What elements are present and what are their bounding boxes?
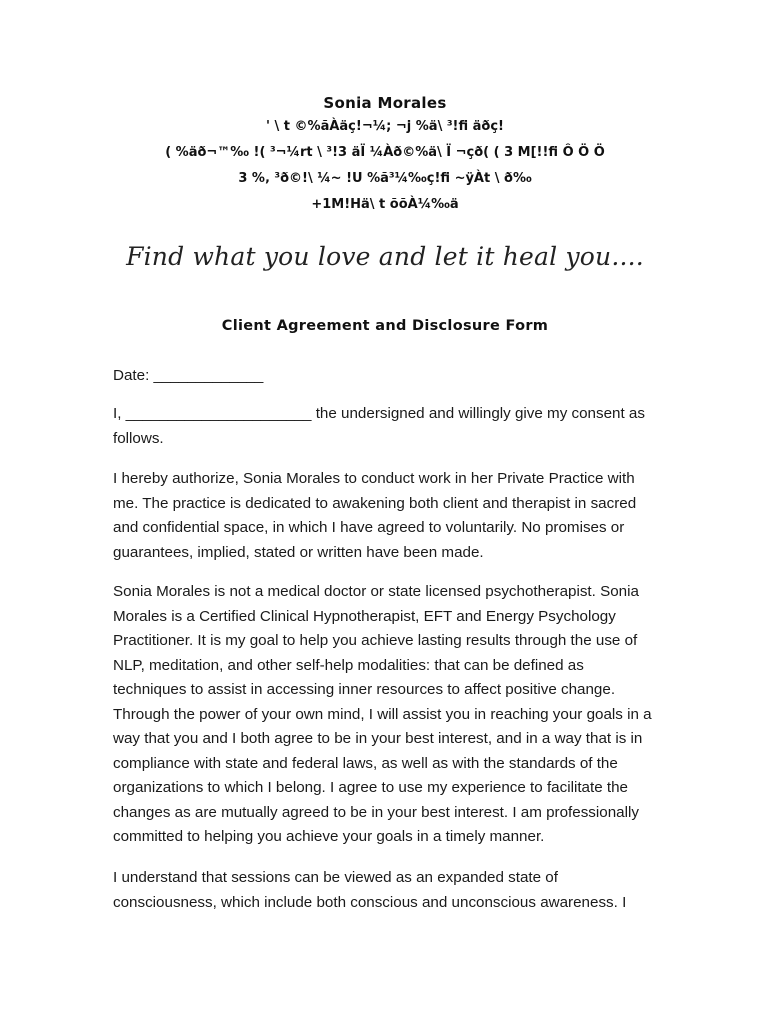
paragraph-disclosure (113, 580, 658, 850)
tagline: Find what you love and let it heal you.... (126, 242, 644, 271)
letterhead (0, 92, 770, 218)
consent-line: I, ______________________ the undersigned and willingly give my consent as follows. (113, 405, 645, 447)
letterhead-line-3: 3 %‚ ³ð©!\ ¼~ !U %ã³¼‰ç!fi ~ÿÀt \ ð‰ (238, 171, 532, 186)
paragraph-text: I understand that sessions can be viewed as an expanded state of consciousness, which include both conscious and unconscious awareness. I (113, 869, 627, 911)
form-title: Client Agreement and Disclosure Form (221, 318, 549, 334)
paragraph-text: I hereby authorize, Sonia Morales to conduct work in her Private Practice with me. The practice is dedicated to awakening both client and therapist in sacred and confidential space, in which I have agreed to voluntarily. No promises or guarantees, implied, stated or written have been made. (113, 470, 637, 561)
letterhead-line-1: ' \ t ©%ãÀäç!¬¼; ¬j %ä\ ³!fi äðç! (266, 119, 504, 134)
practitioner-name: Sonia Morales (323, 94, 447, 112)
paragraph-authorization (113, 467, 658, 565)
date-field-line: Date: _____________ (113, 367, 264, 384)
letterhead-line-2: ( %äð¬™‰ !( ³¬¼rt \ ³!3 äÏ ¼Àð©%ä\ Ï ¬çð( ( 3 M[!!fi Ô Ö Ö (165, 145, 605, 160)
paragraph-text: Sonia Morales is not a medical doctor or state licensed psychotherapist. Sonia Morales is a Certified Clinical Hypnotherapist, EFT and Energy Psychology Practitioner. It is my goal to help you achieve lasting results through the use of NLP, meditation, and other self-help modalities: that can be defined as techniques to assist in accessing inner resources to affect positive change. Through the power of your own mind, I will assist you in reaching your goals in a way that you and I both agree to be in your best interest, and in a way that is in compliance with state and federal laws, as well as with the standards of the organizations to which I belong. I agree to use my experience to facilitate the changes as are mutually agreed to be in your best interest. I am professionally committed to helping you achieve your goals in a timely manner. (113, 583, 652, 845)
paragraph-sessions (113, 866, 658, 915)
letterhead-line-4: +1M!Hä\ t õõÀ¼‰ä (311, 197, 459, 212)
